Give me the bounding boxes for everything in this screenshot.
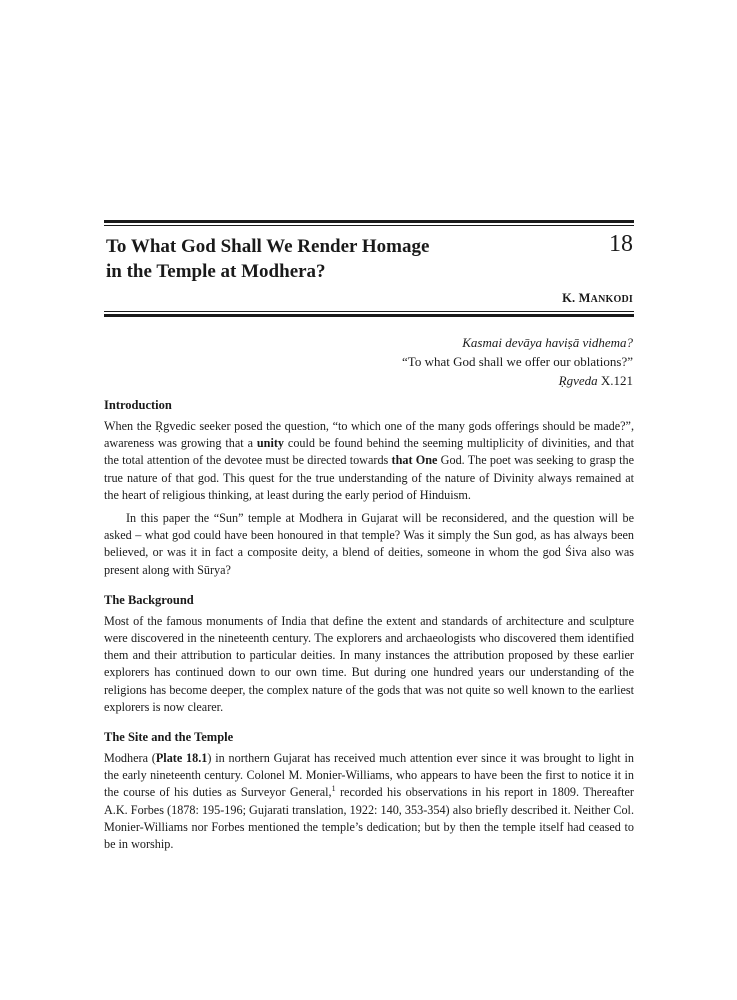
epigraph-translation: “To what God shall we offer our oblations?” [402,354,633,369]
chapter-title-line1: To What God Shall We Render Homage [106,236,430,257]
chapter-number: 18 [609,231,633,257]
paragraph: In this paper the “Sun” temple at Modhera in Gujarat will be reconsidered, and the question will be asked – what god could have been honoured in that temple? Was it simply the Sun god, as has always been believed, or was it in fact a composite deity, a blend of deities, someone in whom the god Śiva also was present along with Sūrya? [104,511,634,577]
author-surname-rest: ANKODI [590,294,633,305]
section-heading: The Background [104,592,194,607]
paragraph [104,750,634,853]
header-rule-top-thick [104,220,634,223]
chapter-title [106,234,526,284]
text-run: Modhera ( [104,751,156,766]
author-initial: K. M [562,291,591,305]
paragraph [104,418,634,504]
section-background [104,591,634,716]
emphasis-text: unity [256,436,284,451]
section-heading: Introduction [104,398,172,412]
text-run: ) in northern Gujarat has received much attention ever since it was brought to light in the early nineteenth century. Colonel M. Monier-Williams, who appears to have been the first to notice it in the course of his duties as Surveyor General, [104,751,634,800]
footnote-marker[interactable]: 1 [331,784,336,794]
epigraph-sanskrit: Kasmai devāya haviṣā vidhema? [462,335,633,350]
section-introduction [104,396,634,579]
article-body [104,396,634,865]
epigraph [273,333,633,390]
plate-reference: Plate 18.1 [155,751,208,766]
text-run: recorded his observations in his report in 1809. Thereafter A.K. Forbes (1878: 195-196; Gujarati translation, 1922: 140, 353-354) also briefly described it. Neither Col. Monier-Williams nor Forbes mentioned the temple’s dedication; but by then the temple itself had ceased to be in worship. [104,785,634,852]
text-run: could be found behind the seeming multiplicity of divinities, and that the total attention of the devotee must be directed towards [104,436,634,468]
header-rule-bottom-thin [104,311,634,312]
paragraph: Most of the famous monuments of India that define the extent and standards of architecture and sculpture were discovered in the nineteenth century. The explorers and archaeologists who discovered them identified them and their attribution to particular deities. In many instances the attribution proposed by these earlier explorers has continued down to our own time. But during one hundred years our understanding of the religions has become deeper, the complex nature of the gods that was not quite so well known to the earliest explorers is now clearer. [104,613,634,714]
author-name [562,291,633,306]
section-site-and-temple [104,728,634,853]
chapter-title-line2: in the Temple at Modhera? [106,261,326,282]
text-run: When the Ṛgvedic seeker posed the question, “to which one of the many gods offerings should be made?”, awareness was growing that a [104,419,634,451]
epigraph-source [273,371,633,390]
header-rule-bottom-thick [104,314,634,317]
section-heading: The Site and the Temple [104,730,234,745]
epigraph-source-ref: X.121 [597,373,633,388]
header-rule-top-thin [104,225,634,226]
epigraph-source-name: Ṛgveda [558,373,598,388]
emphasis-text: that One [391,453,438,468]
text-run: God. The poet was seeking to grasp the true nature of that god. This quest for the true understanding of the nature of Divinity always remained at the heart of religious thinking, at least during the early period of Hinduism. [104,453,635,502]
